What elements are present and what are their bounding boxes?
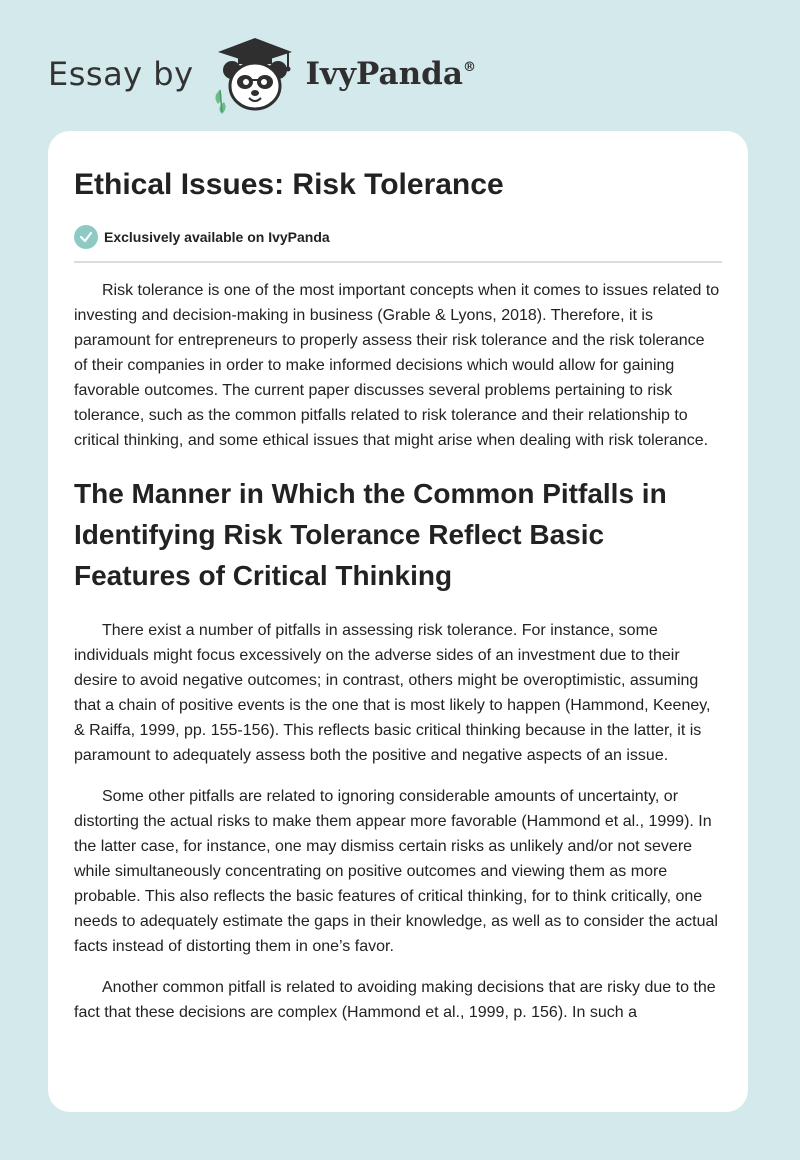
check-icon: [74, 225, 98, 249]
essay-by-label: Essay by: [48, 55, 194, 93]
body-paragraph: Some other pitfalls are related to ignoring considerable amounts of uncertainty, or distorting the actual risks to make them appear more favorable (Hammond et al., 1999). In the latter case, for instance, one may dismiss certain risks as unlikely and/or not severe while simultaneously concentrating on positive outcomes and viewing them as more probable. This also reflects the basic features of critical thinking, for to think critically, one needs to adequately estimate the gaps in their knowledge, as well as to consider the actual facts instead of distorting them in one’s favor.: [74, 788, 718, 955]
divider: [74, 261, 722, 263]
article-card: [48, 131, 748, 1112]
ivypanda-logo-icon[interactable]: [208, 34, 302, 114]
brand-name[interactable]: IvyPanda®: [305, 56, 476, 92]
registered-mark: ®: [462, 60, 476, 75]
page-title: Ethical Issues: Risk Tolerance: [74, 168, 504, 201]
exclusive-badge: [74, 225, 722, 249]
site-header: [48, 34, 476, 114]
body-paragraph: Another common pitfall is related to avoiding making decisions that are risky due to the fact that these decisions are complex (Hammond et al., 1999, p. 156). In such a: [74, 979, 716, 1021]
body-paragraph: There exist a number of pitfalls in assessing risk tolerance. For instance, some individuals might focus excessively on the adverse sides of an investment due to their desire to avoid negative outcomes; in contrast, others might be overoptimistic, assuming that a chain of positive events is the one that is most likely to happen (Hammond, Keeney, & Raiffa, 1999, pp. 155-156). This reflects basic critical thinking because in the latter, it is paramount to adequately assess both the positive and negative aspects of an issue.: [74, 622, 711, 764]
section-heading: The Manner in Which the Common Pitfalls in Identifying Risk Tolerance Reflect Basic Features of Critical Thinking: [74, 478, 667, 591]
intro-paragraph: Risk tolerance is one of the most important concepts when it comes to issues related to investing and decision-making in business (Grable & Lyons, 2018). Therefore, it is paramount for entrepreneurs to properly assess their risk tolerance and the risk tolerance of their companies in order to make informed decisions which would allow for gaining favorable outcomes. The current paper discusses several problems pertaining to risk tolerance, such as the common pitfalls related to risk tolerance and their relationship to critical thinking, and some ethical issues that might arise when dealing with risk tolerance.: [74, 282, 720, 449]
exclusive-label: Exclusively available on IvyPanda: [104, 229, 330, 245]
